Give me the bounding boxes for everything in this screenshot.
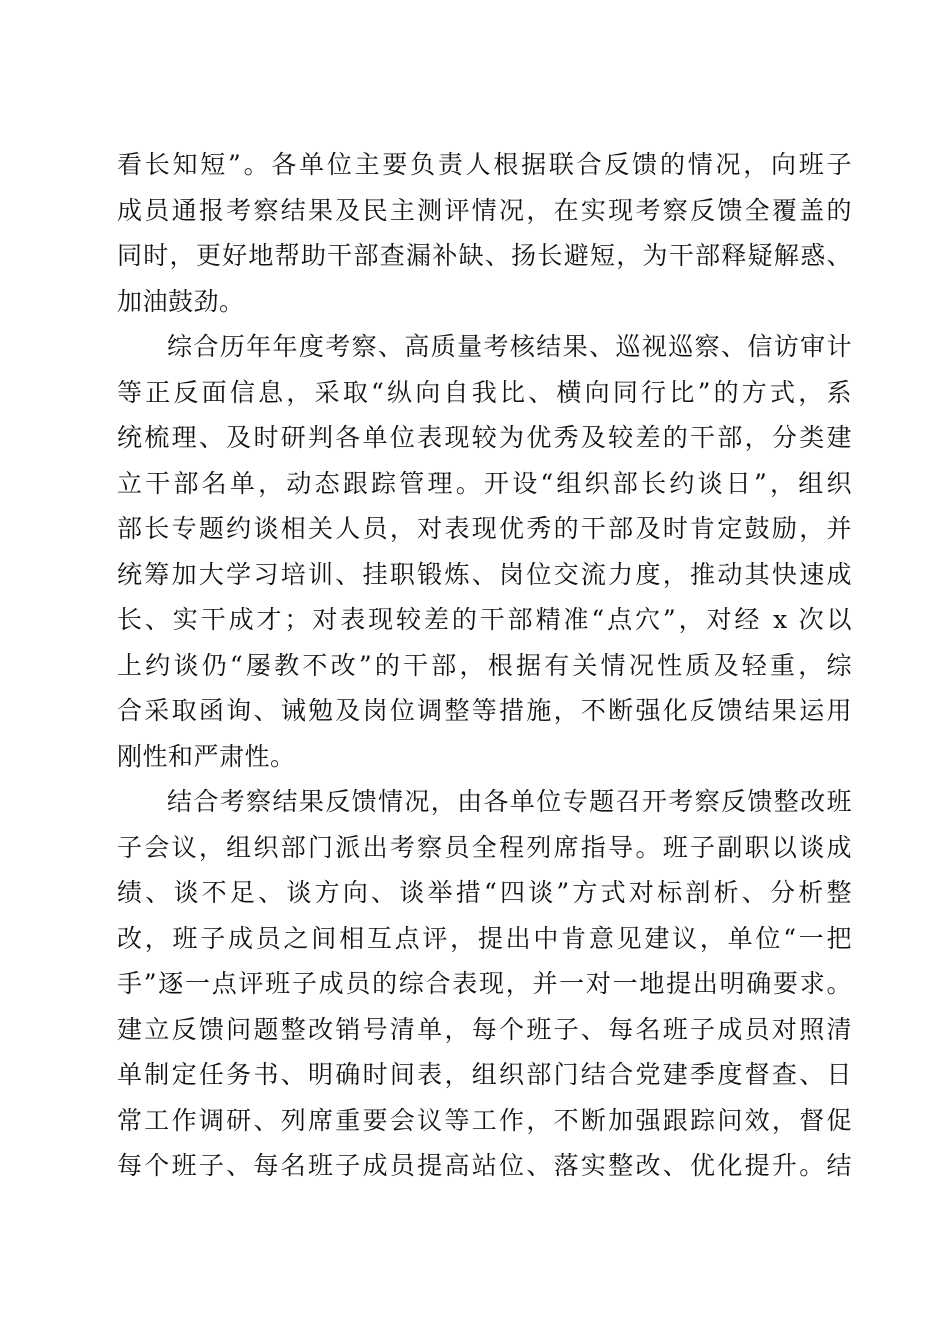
text-line: 建立反馈问题整改销号清单，每个班子、每名班子成员对照清 (117, 1014, 852, 1044)
text-line: 统梳理、及时研判各单位表现较为优秀及较差的干部，分类建 (117, 423, 852, 452)
text-line: 成员通报考察结果及民主测评情况，在实现考察反馈全覆盖的 (117, 195, 852, 225)
text-line: 手”逐一点评班子成员的综合表现，并一对一地提出明确要求。 (117, 969, 852, 998)
text-line: 上约谈仍“屡教不改”的干部，根据有关情况性质及轻重，综 (117, 650, 852, 680)
text-line: 统筹加大学习培训、挂职锻炼、岗位交流力度，推动其快速成 (117, 559, 852, 589)
text-line: 单制定任务书、明确时间表，组织部门结合党建季度督查、日 (117, 1060, 852, 1089)
text-line: 合采取函询、诫勉及岗位调整等措施，不断强化反馈结果运用 (117, 696, 852, 725)
text-line: 每个班子、每名班子成员提高站位、落实整改、优化提升。结 (117, 1151, 852, 1180)
text-line: 加油鼓劲。 (117, 286, 245, 316)
text-line: 同时，更好地帮助干部查漏补缺、扬长避短，为干部释疑解惑、 (117, 241, 852, 270)
text-line: 综合历年年度考察、高质量考核结果、巡视巡察、信访审计 (167, 332, 852, 361)
text-line: 刚性和严肃性。 (117, 741, 296, 771)
body-text (117, 142, 852, 1189)
text-line: 常工作调研、列席重要会议等工作，不断加强跟踪问效，督促 (117, 1105, 852, 1135)
text-line: 改，班子成员之间相互点评，提出中肯意见建议，单位“一把 (117, 923, 852, 953)
text-line: 看长知短”。各单位主要负责人根据联合反馈的情况，向班子 (117, 150, 852, 179)
text-line: 绩、谈不足、谈方向、谈举措“四谈”方式对标剖析、分析整 (117, 878, 852, 907)
text-line: 等正反面信息，采取“纵向自我比、横向同行比”的方式，系 (117, 377, 852, 407)
text-line: 子会议，组织部门派出考察员全程列席指导。班子副职以谈成 (117, 832, 852, 862)
text-line: 结合考察结果反馈情况，由各单位专题召开考察反馈整改班 (167, 787, 852, 816)
text-line: 立干部名单，动态跟踪管理。开设“组织部长约谈日”，组织 (117, 468, 852, 498)
text-line: 部长专题约谈相关人员，对表现优秀的干部及时肯定鼓励，并 (117, 514, 852, 543)
text-line: 长、实干成才；对表现较差的干部精准“点穴”，对经 x 次以 (117, 605, 852, 634)
